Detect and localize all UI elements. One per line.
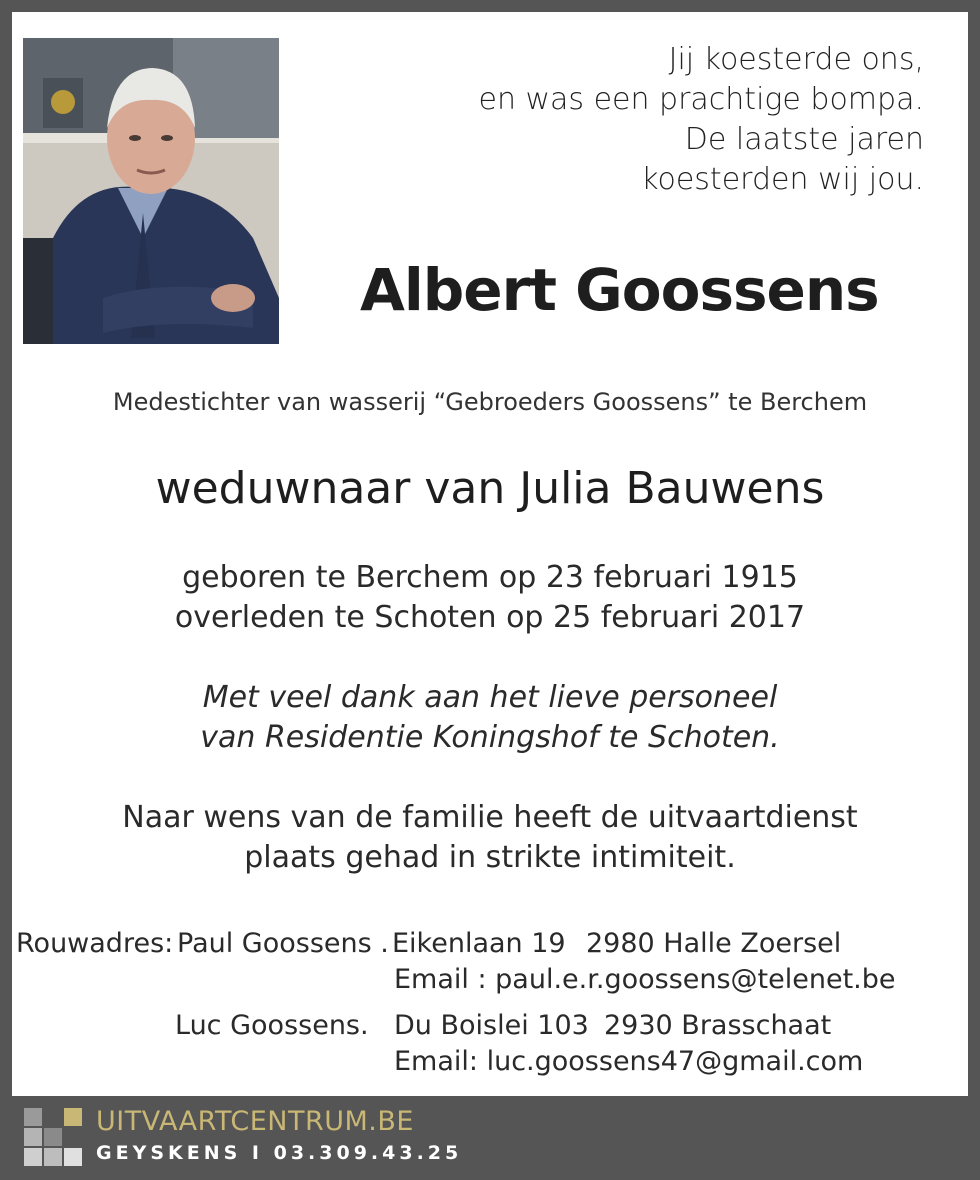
poem [478,40,924,200]
funeral-center-logo-icon [24,1108,82,1166]
poem-line: koesterden wij jou. [641,162,924,197]
portrait-photo [23,38,279,344]
portrait-image [23,38,279,344]
death-line: overleden te Schoten op 25 februari 2017 [174,600,806,635]
wish-line: Naar wens van de familie heeft de uitvaartdienst [122,800,858,835]
thanks-line: Met veel dank aan het lieve personeel [202,680,778,715]
thanks-block [12,678,968,758]
obituary-card [12,12,968,1096]
dates-block [12,558,968,638]
deceased-name: Albert Goossens [360,256,879,324]
footer-bar [0,1096,980,1180]
contact1-name: Paul Goossens . [177,928,389,959]
poem-line: De laatste jaren [684,122,924,157]
address-label: Rouwadres: [16,928,174,959]
contact2-city: 2930 Brasschaat [604,1010,832,1041]
contact2-email[interactable]: Email: luc.goossens47@gmail.com [394,1046,864,1077]
founder-line: Medestichter van wasserij “Gebroeders Goossens” te Berchem [112,388,868,416]
contact1-city: 2980 Halle Zoersel [586,928,842,959]
birth-line: geboren te Berchem op 23 februari 1915 [182,560,798,595]
poem-line: en was een prachtige bompa. [478,82,924,117]
undertaker-contact: GEYSKENS I 03.309.43.25 [96,1142,463,1164]
poem-line: Jij koesterde ons, [668,42,924,77]
contact2-name: Luc Goossens. [175,1010,369,1041]
brand-name[interactable]: UITVAARTCENTRUM.BE [96,1106,414,1137]
thanks-line: van Residentie Koningshof te Schoten. [200,720,780,755]
funeral-wish-block [12,798,968,878]
contact1-street: Eikenlaan 19 [392,928,566,959]
widower-line: weduwnaar van Julia Bauwens [155,463,825,514]
contact2-street: Du Boislei 103 [394,1010,589,1041]
wish-line: plaats gehad in strikte intimiteit. [244,840,736,875]
contact1-email[interactable]: Email : paul.e.r.goossens@telenet.be [394,964,896,995]
